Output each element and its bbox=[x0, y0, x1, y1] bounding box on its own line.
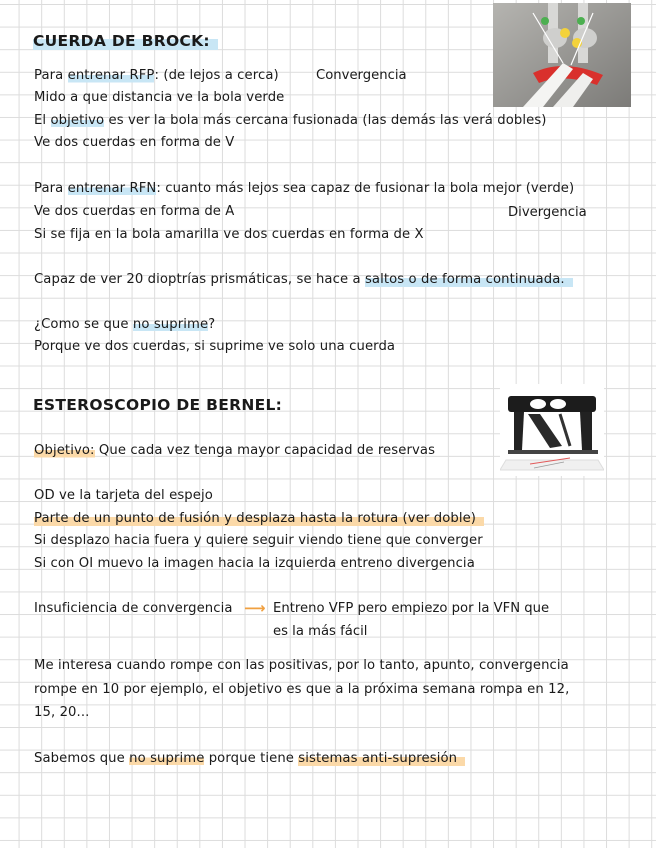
bernel-line-5: Si con OI muevo la imagen hacia la izquierda entreno divergencia bbox=[34, 556, 475, 571]
bernel-line-9: 15, 20... bbox=[34, 705, 90, 720]
brock-line-8: Capaz de ver 20 dioptrías prismáticas, se hace a saltos o de forma continuada. bbox=[34, 271, 573, 289]
bernel-line-6-b: Entreno VFP pero empiezo por la VFN que bbox=[273, 601, 550, 616]
bernel-line-4: Si desplazo hacia fuera y quiere seguir viendo tiene que converger bbox=[34, 533, 483, 548]
convergencia-label: Convergencia bbox=[316, 68, 407, 83]
brock-line-6: Ve dos cuerdas en forma de A bbox=[34, 204, 235, 219]
divergencia-label: Divergencia bbox=[508, 205, 587, 220]
bernel-line-10: Sabemos que no suprime porque tiene sistemas anti-supresión bbox=[34, 750, 465, 768]
brock-line-5: Para entrenar RFN: cuanto más lejos sea capaz de fusionar la bola mejor (verde) bbox=[34, 181, 575, 196]
brock-string-photo bbox=[493, 3, 631, 107]
brock-line-3: El objetivo es ver la bola más cercana fusionada (las demás las verá dobles) bbox=[34, 113, 547, 128]
bernel-line-8: rompe en 10 por ejemplo, el objetivo es que a la próxima semana rompa en 12, bbox=[34, 682, 570, 697]
brock-line-7: Si se fija en la bola amarilla ve dos cuerdas en forma de X bbox=[34, 227, 424, 242]
section-heading-bernel: ESTEROSCOPIO DE BERNEL: bbox=[33, 396, 283, 414]
bernel-line-3: Parte de un punto de fusión y desplaza hasta la rotura (ver doble) bbox=[34, 510, 484, 528]
bernel-line-7: Me interesa cuando rompe con las positivas, por lo tanto, apunto, convergencia bbox=[34, 658, 569, 673]
bernel-line-6: Insuficiencia de convergencia bbox=[34, 601, 233, 616]
section-heading-brock: CUERDA DE BROCK: bbox=[33, 32, 218, 50]
brock-line-2: Mido a que distancia ve la bola verde bbox=[34, 90, 285, 105]
bernel-line-6-c: es la más fácil bbox=[273, 624, 368, 639]
brock-line-9: ¿Como se que no suprime? bbox=[34, 317, 216, 332]
arrow-right-icon: ⟶ bbox=[244, 599, 266, 617]
brock-line-4: Ve dos cuerdas en forma de V bbox=[34, 135, 235, 150]
brock-line-10: Porque ve dos cuerdas, si suprime ve solo una cuerda bbox=[34, 339, 396, 354]
brock-line-1: Para entrenar RFP: (de lejos a cerca) bbox=[34, 68, 279, 83]
bernel-line-1: Objetivo: Que cada vez tenga mayor capacidad de reservas bbox=[34, 443, 436, 458]
bernel-line-2: OD ve la tarjeta del espejo bbox=[34, 488, 213, 503]
bernel-stereoscope-photo bbox=[500, 384, 604, 476]
